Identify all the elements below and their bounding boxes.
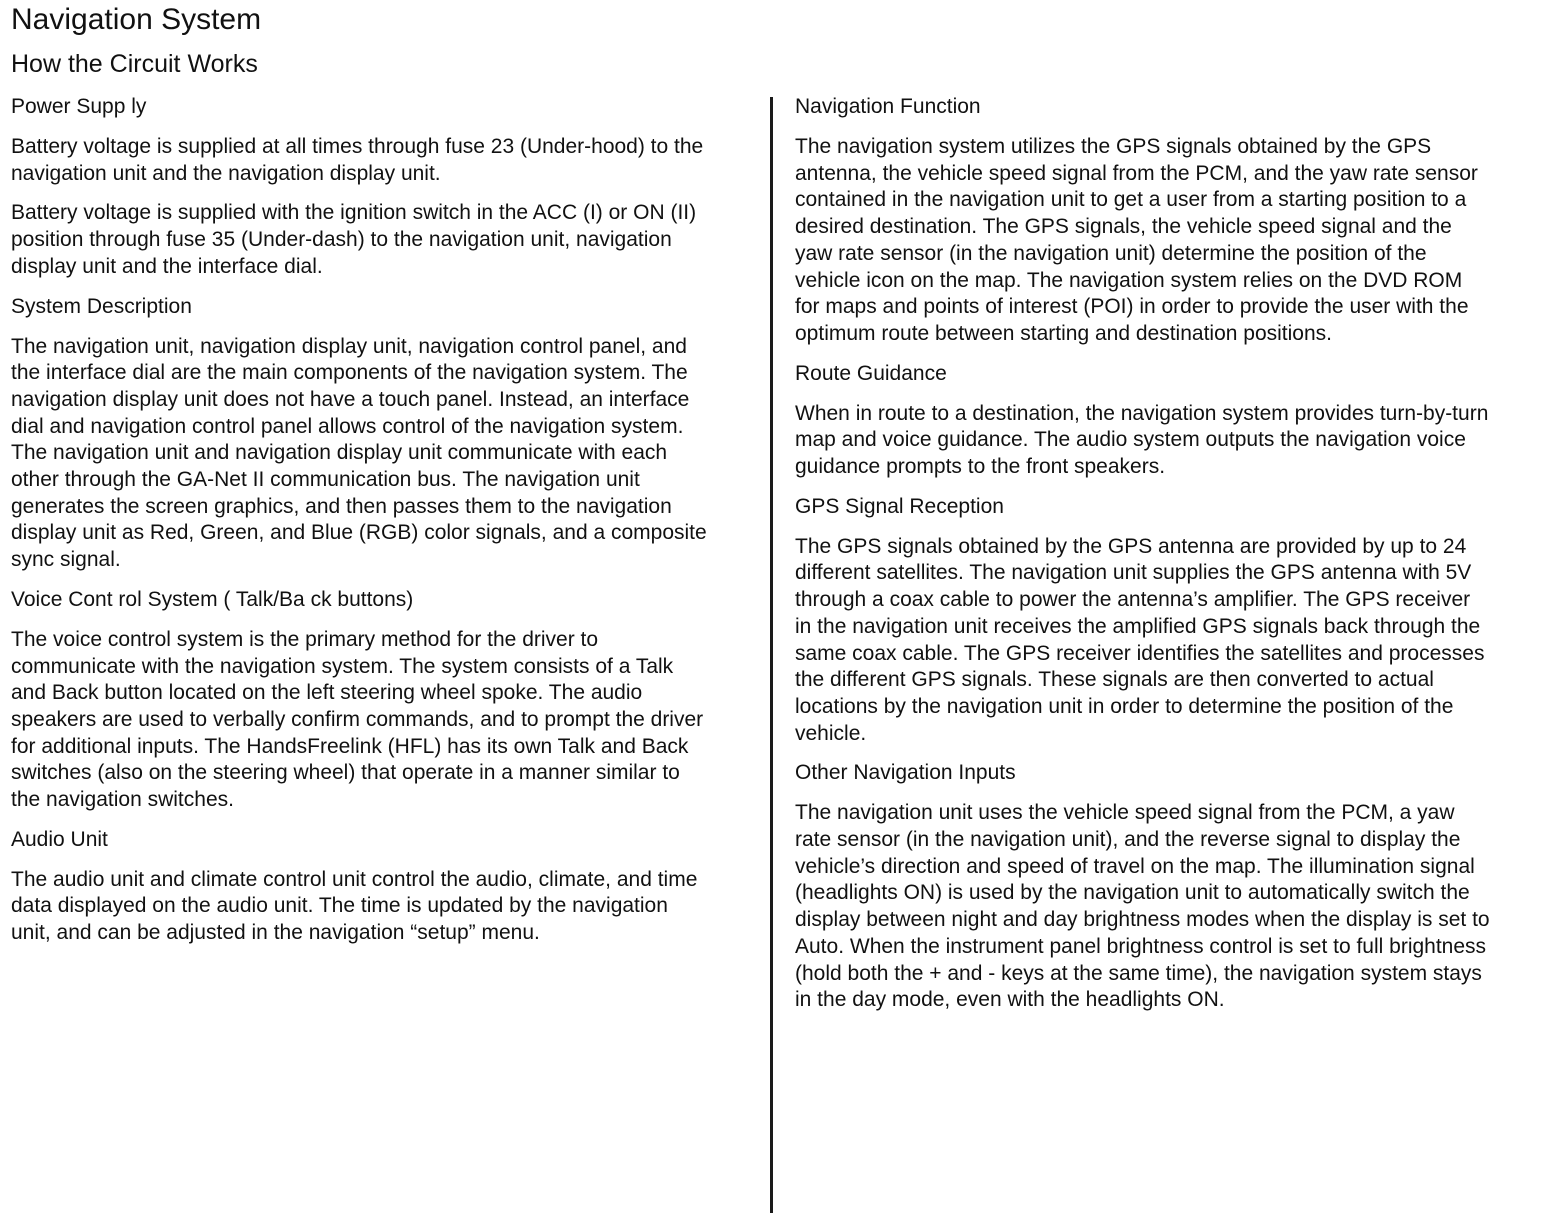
text-line: optimum route between starting and destination positions. — [795, 321, 1332, 345]
text-line: The navigation unit, navigation display unit, navigation control panel, and — [11, 334, 687, 358]
section-voice-cont-rol-system-talk-ba-ck-buttons — [11, 587, 753, 814]
text-line: yaw rate sensor (in the navigation unit) determine the position of the — [795, 241, 1427, 265]
paragraph — [11, 334, 753, 574]
text-line: vehicle. — [795, 721, 867, 745]
paragraph — [795, 800, 1535, 1014]
paragraph — [795, 401, 1535, 481]
paragraph — [795, 534, 1535, 748]
text-line: The navigation unit uses the vehicle speed signal from the PCM, a yaw — [795, 801, 1455, 825]
text-line: The navigation system utilizes the GPS signals obtained by the GPS — [795, 135, 1432, 158]
text-line: different satellites. The navigation unit supplies the GPS antenna with 5V — [795, 561, 1472, 585]
text-line: (headlights ON) is used by the navigation unit to automatically switch the — [795, 881, 1470, 905]
text-line: for maps and points of interest (POI) in order to provide the user with the — [795, 295, 1469, 319]
text-line: communicate with the navigation system. The system consists of a Talk — [11, 654, 674, 678]
text-line: in the day mode, even with the headlights ON. — [795, 988, 1225, 1012]
text-line: the interface dial are the main components of the navigation system. The — [11, 361, 688, 385]
section-heading: System Description — [11, 294, 192, 318]
section-power-supp-ly — [11, 94, 753, 281]
text-line: data displayed on the audio unit. The time is updated by the navigation — [11, 894, 668, 918]
text-line: rate sensor (in the navigation unit), and the reverse signal to display the — [795, 828, 1461, 852]
text-line: antenna, the vehicle speed signal from the PCM, and the yaw rate sensor — [795, 161, 1478, 185]
section-navigation-function — [795, 94, 1535, 348]
text-line: dial and navigation control panel allows control of the navigation system. — [11, 414, 684, 438]
text-line: Auto. When the instrument panel brightness control is set to full brightness — [795, 934, 1487, 958]
text-line: map and voice guidance. The audio system outputs the navigation voice — [795, 428, 1466, 452]
text-line: The audio unit and climate control unit control the audio, climate, and time — [11, 867, 698, 891]
left-column — [11, 94, 753, 960]
text-line: desired destination. The GPS signals, the vehicle speed signal and the — [795, 215, 1452, 239]
text-line: and Back button located on the left steering wheel spoke. The audio — [11, 681, 643, 705]
section-route-guidance — [795, 361, 1535, 481]
section-heading: Audio Unit — [11, 827, 108, 851]
text-line: generates the screen graphics, and then passes them to the navigation — [11, 494, 672, 518]
section-heading: Power Supp ly — [11, 95, 147, 118]
page-title: Navigation System — [11, 3, 262, 36]
section-heading: Voice Cont rol System ( Talk/Ba ck buttons) — [11, 587, 414, 611]
section-heading: Navigation Function — [795, 95, 981, 118]
text-line: Battery voltage is supplied with the ignition switch in the ACC (I) or ON (II) — [11, 201, 697, 225]
text-line: navigation unit and the navigation display unit. — [11, 161, 441, 185]
paragraph — [11, 200, 753, 280]
text-line: Battery voltage is supplied at all times through fuse 23 (Under-hood) to the — [11, 135, 704, 158]
page-subtitle: How the Circuit Works — [11, 50, 258, 78]
paragraph — [11, 867, 753, 947]
text-line: vehicle icon on the map. The navigation system relies on the DVD ROM — [795, 268, 1463, 292]
text-line: speakers are used to verbally confirm commands, and to prompt the driver — [11, 707, 704, 731]
text-line: unit, and can be adjusted in the navigation “setup” menu. — [11, 921, 540, 945]
text-line: navigation display unit does not have a touch panel. Instead, an interface — [11, 387, 690, 411]
section-gps-signal-reception — [795, 494, 1535, 748]
text-line: same coax cable. The GPS receiver identifies the satellites and processes — [795, 641, 1485, 665]
text-line: display unit as Red, Green, and Blue (RGB) color signals, and a composite — [11, 521, 707, 545]
column-divider — [770, 97, 773, 1213]
section-heading: Route Guidance — [795, 361, 947, 385]
text-line: contained in the navigation unit to get a user from a starting position to a — [795, 188, 1467, 212]
section-heading: Other Navigation Inputs — [795, 761, 1016, 785]
text-line: sync signal. — [11, 548, 121, 572]
text-line: The voice control system is the primary method for the driver to — [11, 627, 599, 651]
text-line: display between night and day brightness modes when the display is set to — [795, 908, 1490, 932]
text-line: locations by the navigation unit in order to determine the position of the — [795, 694, 1454, 718]
text-line: the different GPS signals. These signals are then converted to actual — [795, 668, 1434, 692]
text-line: in the navigation unit receives the amplified GPS signals back through the — [795, 614, 1481, 638]
text-line: guidance prompts to the front speakers. — [795, 455, 1166, 479]
text-line: vehicle’s direction and speed of travel on the map. The illumination signal — [795, 854, 1475, 878]
text-line: The navigation unit and navigation display unit communicate with each — [11, 441, 668, 465]
paragraph — [795, 134, 1535, 348]
section-heading: GPS Signal Reception — [795, 494, 1004, 518]
text-line: When in route to a destination, the navigation system provides turn-by-turn — [795, 401, 1489, 425]
text-line: position through fuse 35 (Under-dash) to the navigation unit, navigation — [11, 228, 672, 252]
text-line: (hold both the + and - keys at the same time), the navigation system stays — [795, 961, 1482, 985]
text-line: other through the GA-Net II communication bus. The navigation unit — [11, 468, 640, 492]
text-line: display unit and the interface dial. — [11, 254, 323, 278]
section-audio-unit — [11, 827, 753, 947]
right-column — [795, 94, 1535, 1027]
text-line: the navigation switches. — [11, 788, 234, 812]
text-line: for additional inputs. The HandsFreelink (HFL) has its own Talk and Back — [11, 734, 689, 758]
paragraph — [11, 134, 753, 187]
text-line: switches (also on the steering wheel) that operate in a manner similar to — [11, 761, 680, 785]
section-other-navigation-inputs — [795, 760, 1535, 1014]
text-line: through a coax cable to power the antenna’s amplifier. The GPS receiver — [795, 588, 1471, 612]
paragraph — [11, 627, 753, 814]
text-line: The GPS signals obtained by the GPS antenna are provided by up to 24 — [795, 534, 1467, 558]
section-system-description — [11, 294, 753, 574]
